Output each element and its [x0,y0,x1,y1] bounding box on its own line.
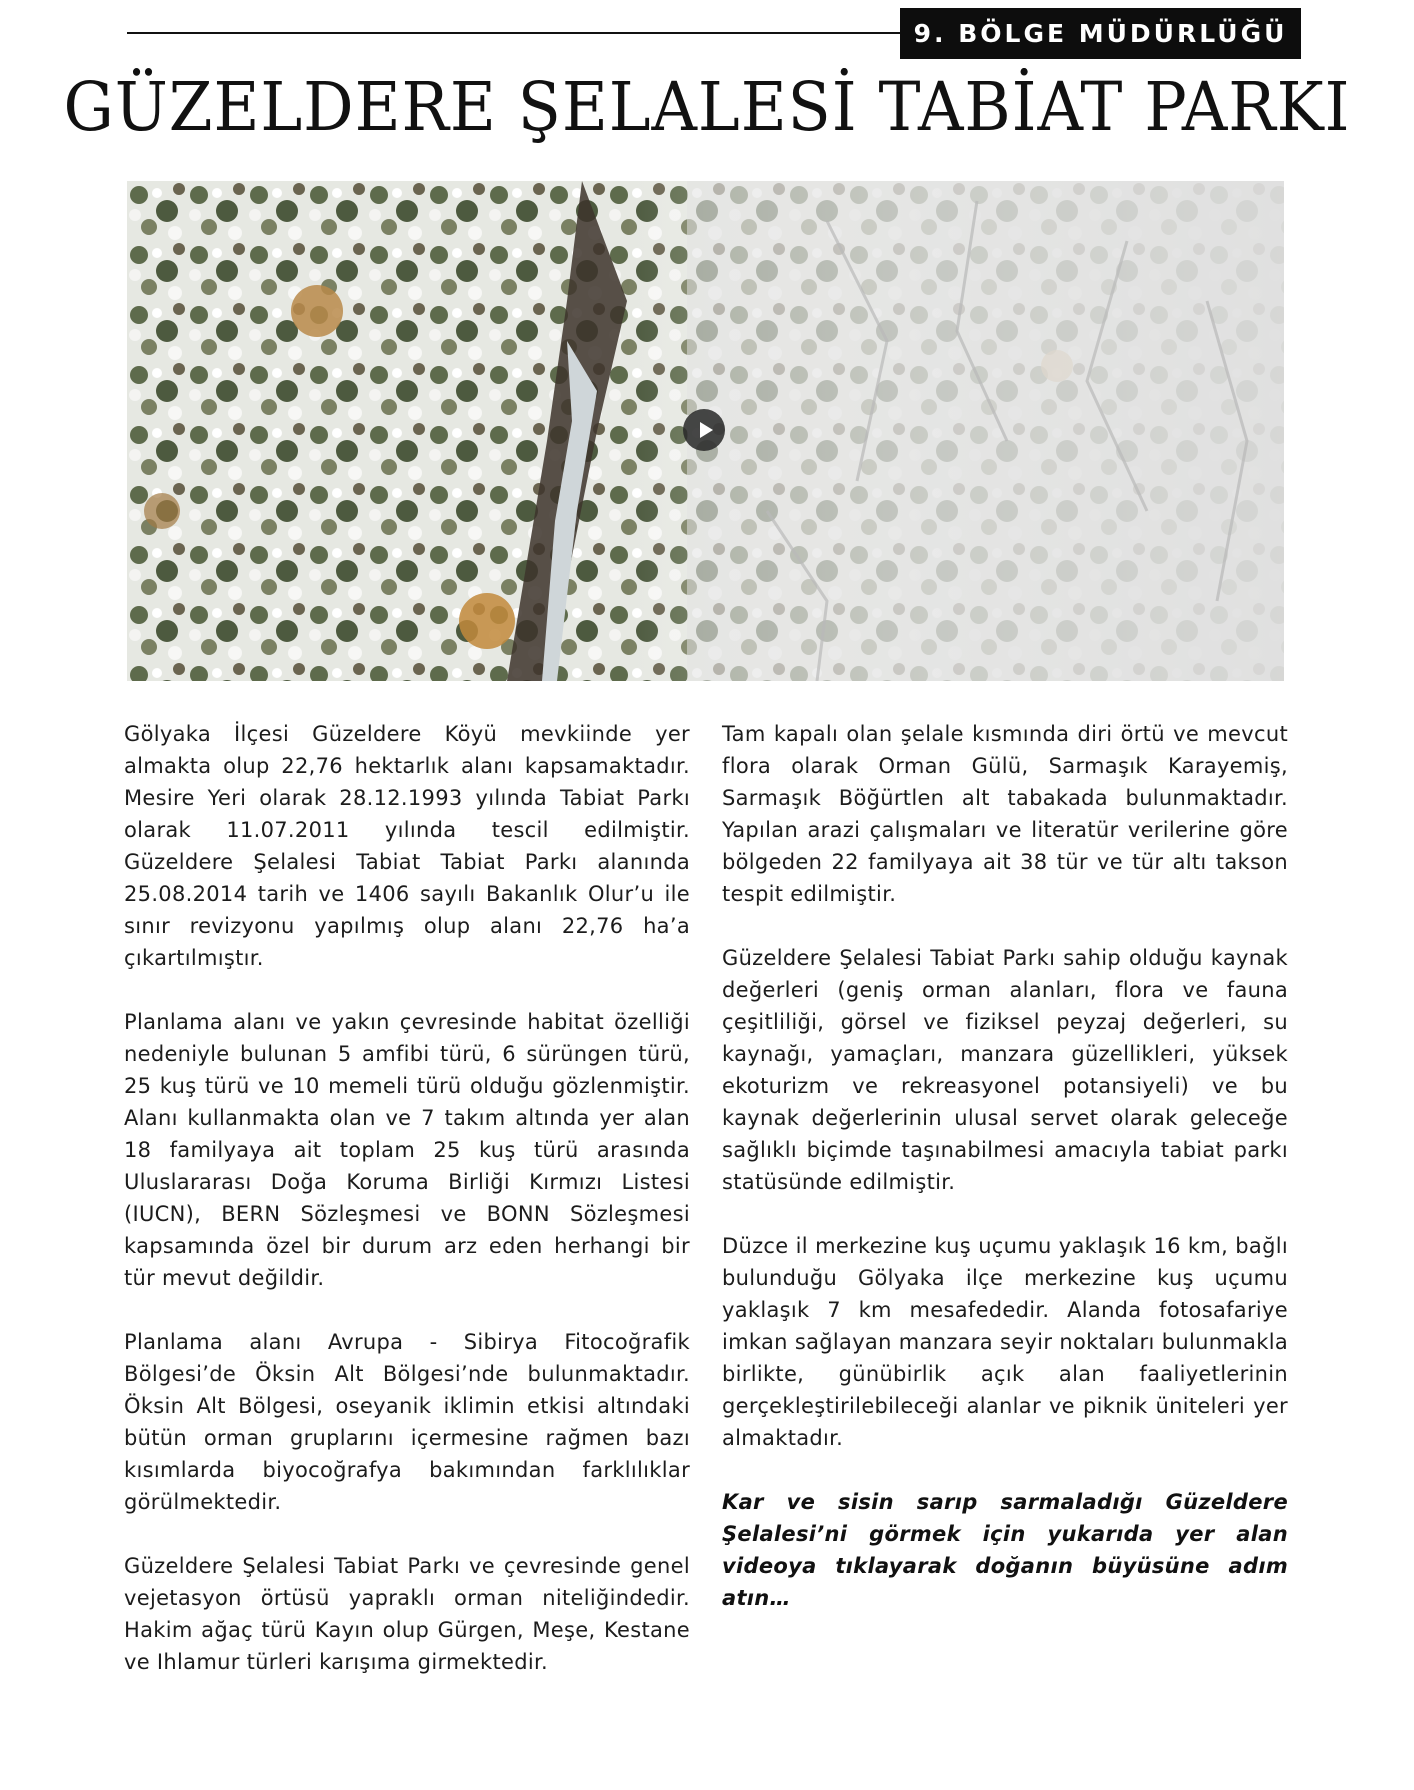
paragraph-location: Gölyaka İlçesi Güzeldere Köyü mevkiinde yer almakta olup 22,76 hektarlık alanı kapsamaktadır. Mesire Yeri olarak 28.12.1993 yılında Tabiat Parkı olarak 11.07.2011 yılında tescil edilmiştir. Güzeldere Şelalesi Tabiat Tabiat Parkı alanında 25.08.2014 tarih ve 1406 sayılı Bakanlık Olur’u ile sınır revizyonu yapılmış olup alanı 22,76 ha’a çıkartılmıştır. [124,722,690,970]
header-rule [127,32,907,34]
page-title: GÜZELDERE ŞELALESİ TABİAT PARKI [63,68,1351,146]
video-player[interactable] [127,181,1284,681]
paragraph-values: Güzeldere Şelalesi Tabiat Parkı sahip olduğu kaynak değerleri (geniş orman alanları, flora ve fauna çeşitliliği, görsel ve fiziksel peyzaj değerleri, su kaynağı, yamaçları, manzara güzellikleri, yüksek ekoturizm ve rekreasyonel potansiyeli) ve bu kaynak değerlerinin ulusal servet olarak geleceğe sağlıklı biçimde taşınabilmesi amacıyla tabiat parkı statüsünde edilmiştir. [722,946,1288,1194]
play-icon [700,422,713,438]
region-badge: 9. BÖLGE MÜDÜRLÜĞÜ [900,8,1301,59]
paragraph-fauna: Planlama alanı ve yakın çevresinde habitat özelliği nedeniyle bulunan 5 amfibi türü, 6 sürüngen türü, 25 kuş türü ve 10 memeli türü olduğu gözlenmiştir. Alanı kullanmakta olan ve 7 takım altında yer alan 18 familyaya ait toplam 25 kuş türü arasında Uluslararası Doğa Koruma Birliği Kırmızı Listesi (IUCN), BERN Sözleşmesi ve BONN Sözleşmesi kapsamında özel bir durum arz eden herhangi bir tür mevut değildir. [124,1010,690,1290]
video-call-to-action: Kar ve sisin sarıp sarmaladığı Güzeldere Şelalesi’ni görmek için yukarıda yer alan videoya tıklayarak doğanın büyüsüne adım atın… [722,1490,1288,1610]
paragraph-access: Düzce il merkezine kuş uçumu yaklaşık 16 km, bağlı bulunduğu Gölyaka ilçe merkezine kuş uçumu yaklaşık 7 km mesafededir. Alanda fotosafariye imkan sağlayan manzara seyir noktaları bulunmakla birlikte, günübirlik açık alan faaliyetlerinin gerçekleştirilebileceği alanlar ve piknik üniteleri yer almaktadır. [722,1234,1288,1450]
left-column [124,718,690,1710]
paragraph-phytogeography: Planlama alanı Avrupa - Sibirya Fitocoğrafik Bölgesi’de Öksin Alt Bölgesi’nde bulunmaktadır. Öksin Alt Bölgesi, oseyanik iklimin etkisi altındaki bütün orman gruplarını içermesine rağmen bazı kısımlarda biyocoğrafya bakımından farklılıklar görülmektedir. [124,1330,690,1514]
play-button[interactable] [683,409,725,451]
paragraph-vegetation: Güzeldere Şelalesi Tabiat Parkı ve çevresinde genel vejetasyon örtüsü yapraklı orman niteliğindedir. Hakim ağaç türü Kayın olup Gürgen, Meşe, Kestane ve Ihlamur türleri karışıma girmektedir. [124,1554,690,1674]
right-column [722,718,1288,1646]
paragraph-flora: Tam kapalı olan şelale kısmında diri örtü ve mevcut flora olarak Orman Gülü, Sarmaşık Karayemiş, Sarmaşık Böğürtlen alt tabakada bulunmaktadır. Yapılan arazi çalışmaları ve literatür verilerine göre bölgeden 22 familyaya ait 38 tür ve tür altı takson tespit edilmiştir. [722,722,1288,906]
